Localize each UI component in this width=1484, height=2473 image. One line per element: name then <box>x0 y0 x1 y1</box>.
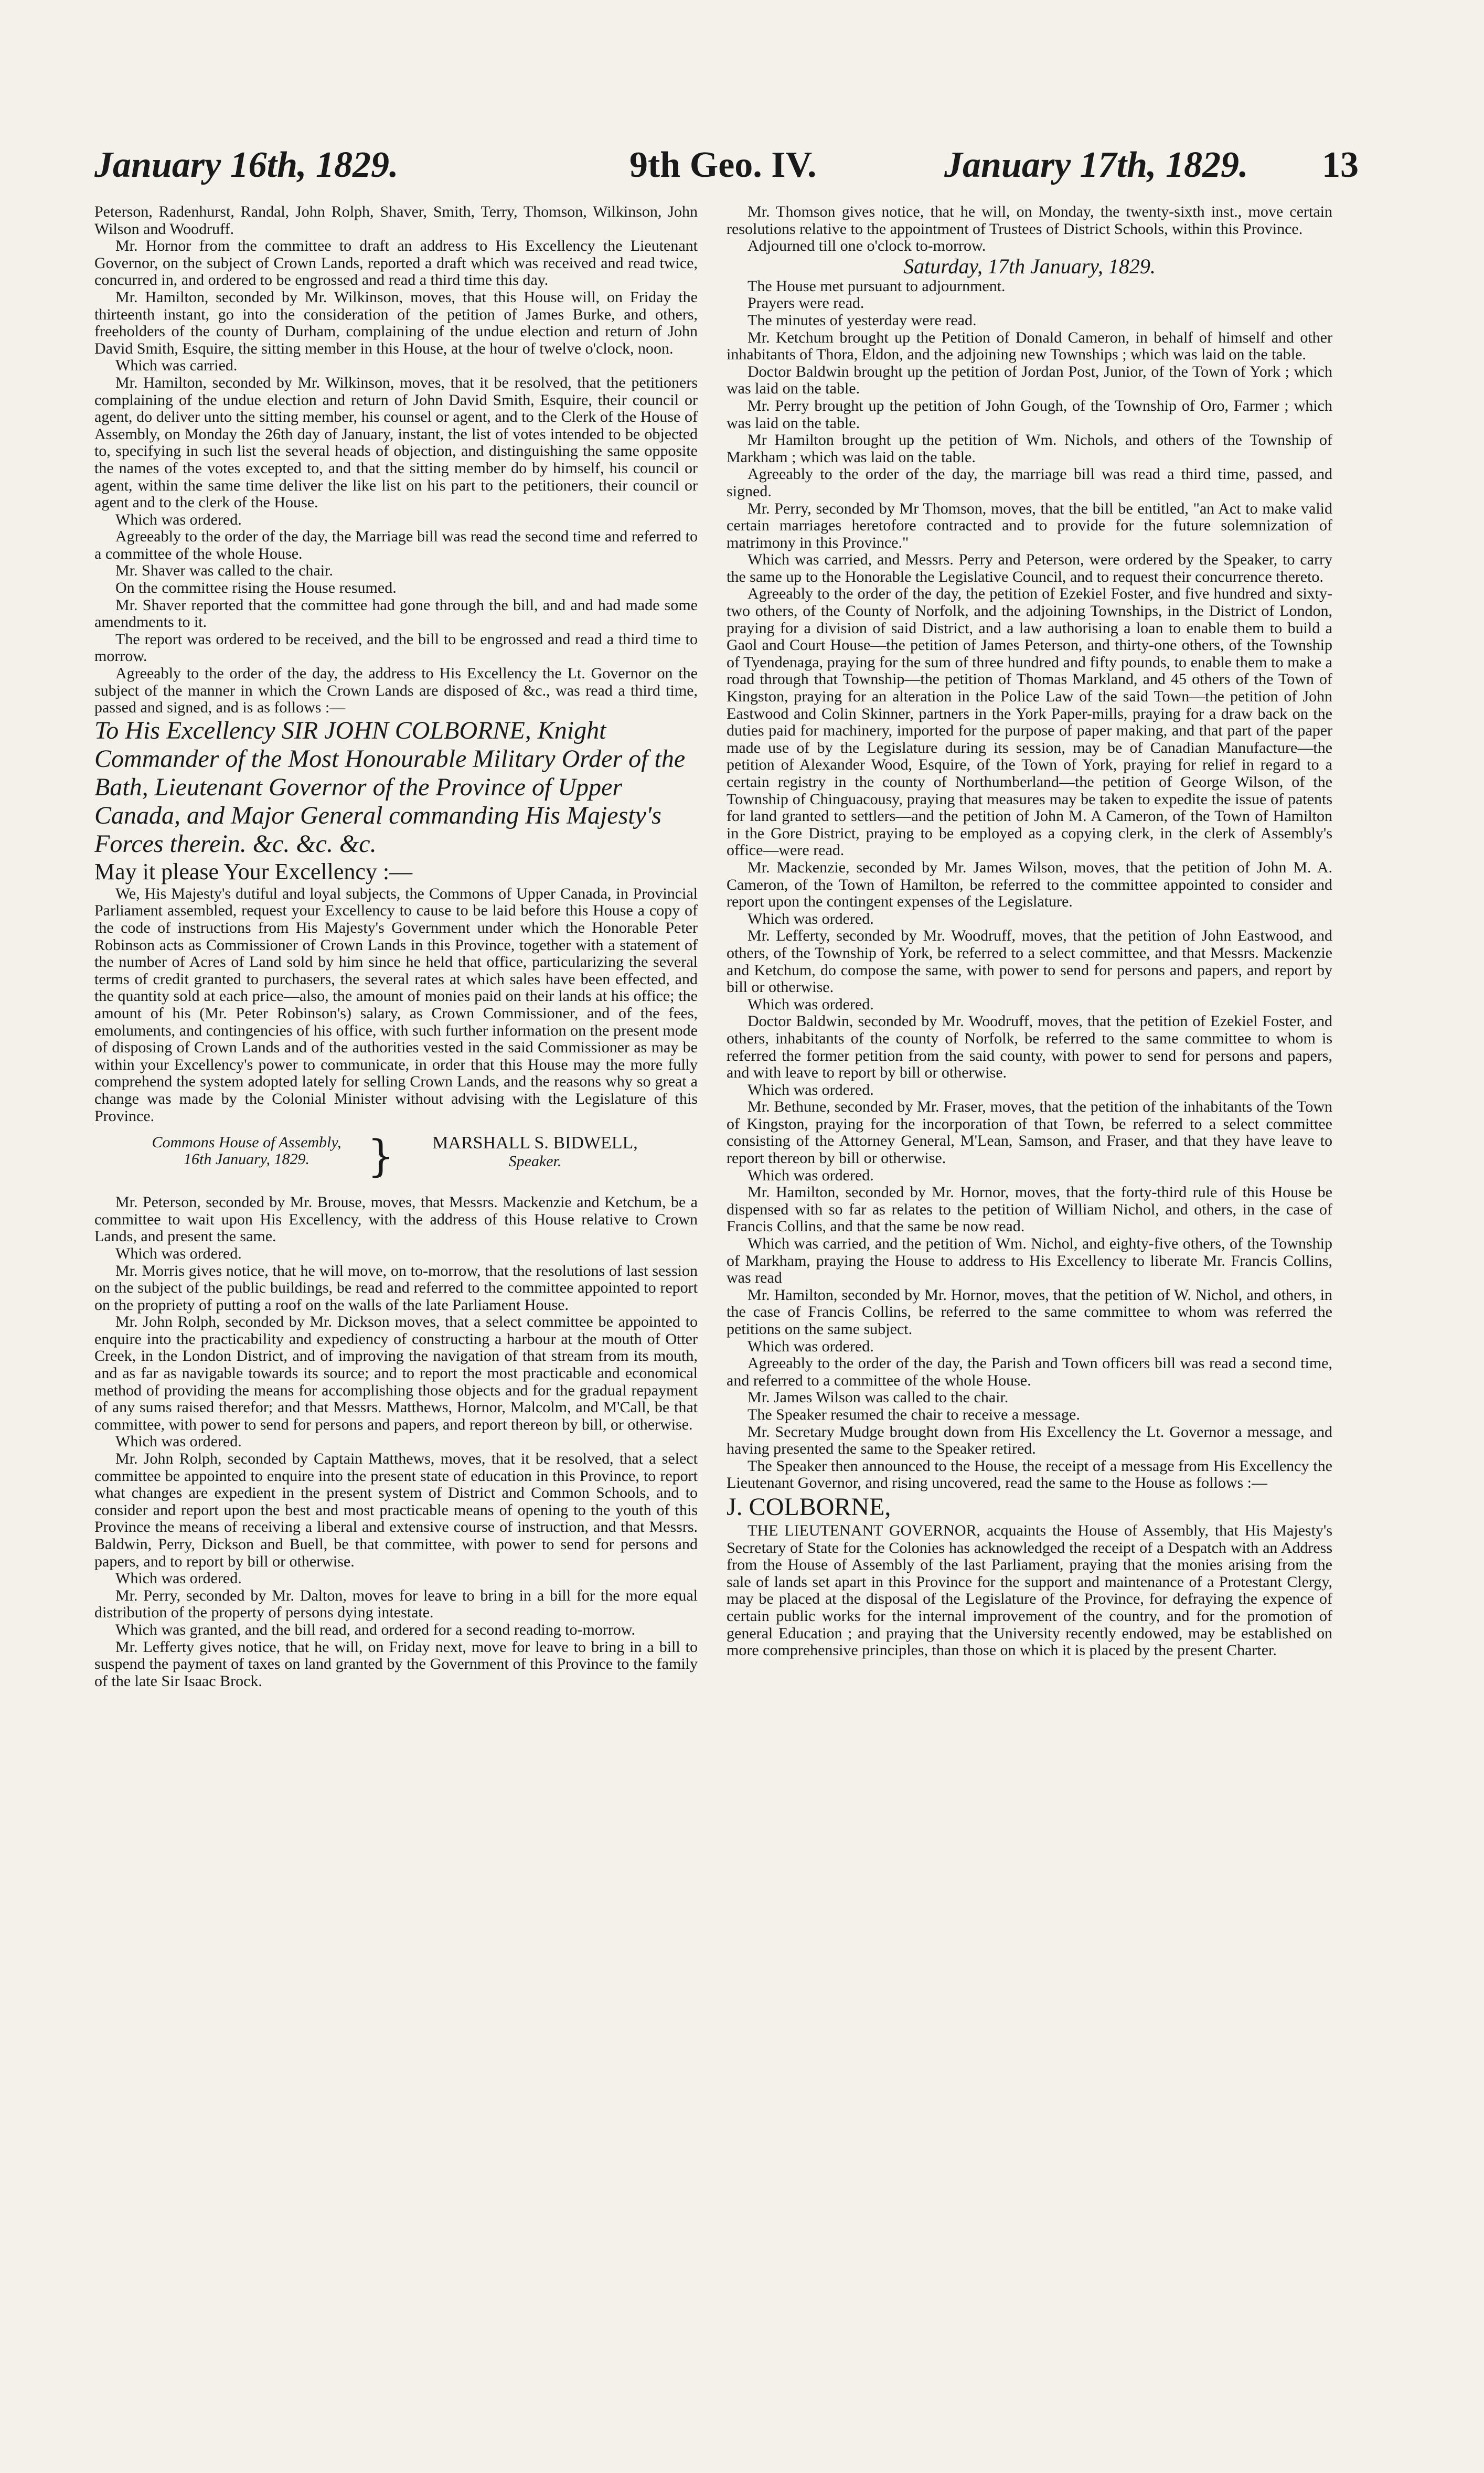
paragraph: Which was ordered. <box>748 1081 874 1099</box>
paragraph: Prayers were read. <box>748 294 864 312</box>
paragraph: Mr. John Rolph, seconded by Mr. Dickson moves, that a select committee be appointed to enquire into the practicability and expediency of constructing a harbour at the mouth of Otter Creek, in the London District, and of improving the navigation of that stream from its mouth, and as far as navigable towards its source; and to report the most practicable and economical method of providing the means for accomplishing those objects and for the gradual repayment of any sums raised therefor; and that Messrs. Matthews, Hornor, Malcolm, and M'Call, be that committee, with power to send for persons and papers, and report thereon by bill, or otherwise. <box>94 1313 698 1433</box>
left-column <box>94 204 698 2459</box>
paragraph: Mr. James Wilson was called to the chair. <box>748 1389 1009 1406</box>
paragraph: Which was carried, and the petition of Wm. Nichol, and eighty-five others, of the Township of Markham, praying the House to address to His Excellency to liberate Mr. Francis Collins, was read <box>727 1235 1332 1287</box>
page-number: 13 <box>1322 145 1359 185</box>
paragraph: Mr. Morris gives notice, that he will move, on to-morrow, that the resolutions of last session on the subject of the public buildings, be read and referred to the committee appointed to report on the propriety of putting a roof on the walls of the late Parliament House. <box>94 1262 698 1314</box>
paragraph: Mr Hamilton brought up the petition of Wm. Nichols, and others of the Township of Markham ; which was laid on the table. <box>727 431 1332 466</box>
paragraph: Mr. Thomson gives notice, that he will, on Monday, the twenty-sixth inst., move certain resolutions relative to the appointment of Trustees of District Schools, within this Province. <box>727 204 1332 238</box>
paragraph: Mr. Bethune, seconded by Mr. Fraser, moves, that the petition of the inhabitants of the Town of Kingston, praying for the incorporation of that Town, be referred to a select committee consisting of the Attorney General, M'Lean, Samson, and Fraser, and that they have leave to report thereon by bill or otherwise. <box>727 1098 1332 1167</box>
paragraph: Mr. Lefferty gives notice, that he will, on Friday next, move for leave to bring in a bill to suspend the payment of taxes on land granted by the Government of this Province to the family of the late Sir Isaac Brock. <box>94 1638 698 1690</box>
address-body: We, His Majesty's dutiful and loyal subjects, the Commons of Upper Canada, in Provincial Parliament assembled, request your Excellency to cause to be laid before this House a copy of the code of instructions from His Majesty's Government under which the Honorable Peter Robinson acts as Commissioner of Crown Lands in this Province, together with a statement of the number of Acres of Land sold by him since he held that office, particularizing the several terms of credit granted to purchasers, the several rates at which sales have been effected, and the quantity sold at each price—also, the amount of monies paid on their lands at his office; the amount of his (Mr. Peter Robinson's) salary, as Crown Commissioner, and of the fees, emoluments, and contingencies of his office, with such further information on the present mode of disposing of Crown Lands and of the authorities vested in the said Commissioner as may be within your Excellency's power to communicate, in order that this House may the more fully comprehend the system adopted lately for selling Crown Lands, and the reasons why so great a change was made by the Colonial Minister without advising with the Legislature of this Province. <box>94 884 698 1125</box>
paragraph: Which was carried, and Messrs. Perry and Peterson, were ordered by the Speaker, to carry the same up to the Honorable the Legislative Council, and to request their concurrence thereto. <box>727 551 1332 585</box>
paragraph: Mr. Hamilton, seconded by Mr. Hornor, moves, that the petition of W. Nichol, and others, in the case of Francis Collins, be referred to the same committee to whom was referred the petitions on the same subject. <box>727 1286 1332 1338</box>
address-salutation: May it please Your Excellency :— <box>94 858 413 884</box>
paragraph: Peterson, Radenhurst, Randal, John Rolph, Shaver, Smith, Terry, Thomson, Wilkinson, John Wilson and Woodruff. <box>94 204 698 238</box>
paragraph: Mr. Peterson, seconded by Mr. Brouse, moves, that Messrs. Mackenzie and Ketchum, be a committee to wait upon His Excellency, with the address of this House relative to Crown Lands, and present the same. <box>94 1193 698 1245</box>
paragraph: Which was granted, and the bill read, and ordered for a second reading to-morrow. <box>115 1621 636 1638</box>
message-signer-heading: J. COLBORNE, <box>727 1493 891 1521</box>
paragraph: Doctor Baldwin brought up the petition of Jordan Post, Junior, of the Town of York ; which was laid on the table. <box>727 363 1332 398</box>
paragraph: Adjourned till one o'clock to-morrow. <box>748 237 986 255</box>
paragraph: Mr. Perry, seconded by Mr. Dalton, moves for leave to bring in a bill for the more equal distribution of the property of persons dying intestate. <box>94 1586 698 1622</box>
paragraph: Mr. Shaver was called to the chair. <box>115 562 333 580</box>
page-header <box>94 142 1406 199</box>
paragraph: Mr. Lefferty, seconded by Mr. Woodruff, moves, that the petition of John Eastwood, and others, of the Township of York, be referred to a select committee, and that Messrs. Mackenzie and Ketchum, do compose the same, with power to send for persons and papers, and report by bill or otherwise. <box>727 927 1332 996</box>
paragraph: The Speaker resumed the chair to receive a message. <box>748 1405 1080 1423</box>
paragraph: The Speaker then announced to the House, the receipt of a message from His Excellency the Lieutenant Governor, and rising uncovered, read the same to the House as follows :— <box>727 1457 1332 1492</box>
paragraph: Agreeably to the order of the day, the Parish and Town officers bill was read a second time, and referred to a committee of the whole House. <box>727 1355 1332 1389</box>
paragraph: Mr. Perry brought up the petition of John Gough, of the Township of Oro, Farmer ; which was laid on the table. <box>727 397 1332 432</box>
paragraph: Which was ordered. <box>115 510 242 528</box>
signature-date: 16th January, 1829. <box>184 1150 309 1168</box>
signature-place-date <box>131 1134 362 1168</box>
paragraph: Which was ordered. <box>115 1570 242 1587</box>
paragraph: Mr. Shaver reported that the committee had gone through the bill, and and had made some amendments to it. <box>94 596 698 631</box>
message-body: THE LIEUTENANT GOVERNOR, acquaints the House of Assembly, that His Majesty's Secretary of State for the Colonies has acknowledged the receipt of a Despatch with an Address from the House of Assembly of the last Parliament, praying that the monies arising from the sale of lands set apart in this Province for the support and maintenance of a Protestant Clergy, may be placed at the disposal of the Legislature of the Province, for defraying the expence of certain public works for the internal improvement of the country, and for the promotion of general Education ; and praying that the University recently endowed, may be established on more comprehensive principles, than those on which it is placed by the present Charter. <box>727 1521 1332 1659</box>
paragraph: Mr. Mackenzie, seconded by Mr. James Wilson, moves, that the petition of John M. A. Cameron, of the Town of Hamilton, be referred to the committee appointed to consider and report upon the contingent expenses of the Legislature. <box>727 858 1332 911</box>
paragraph: Which was ordered. <box>748 995 874 1013</box>
paragraph: Mr. Hamilton, seconded by Mr. Wilkinson, moves, that this House will, on Friday the thirteenth instant, go into the consideration of the petition of James Burke, and others, freeholders of the county of Durham, complaining of the undue election and return of John David Smith, Esquire, the sitting member in this House, at the hour of twelve o'clock, noon. <box>94 288 698 357</box>
brace-glyph: } <box>367 1132 395 1182</box>
signature-name: MARSHALL S. BIDWELL, <box>432 1133 638 1153</box>
paragraph: Mr. Secretary Mudge brought down from His Excellency the Lt. Governor a message, and having presented the same to the Speaker retired. <box>727 1423 1332 1458</box>
paragraph: Mr. Ketchum brought up the Petition of Donald Cameron, in behalf of himself and other inhabitants of Thora, Eldon, and the adjoining new Townships ; which was laid on the table. <box>727 328 1332 364</box>
signature-house: Commons House of Assembly, <box>152 1134 341 1152</box>
paragraph: Mr. John Rolph, seconded by Captain Matthews, moves, that it be resolved, that a select committee be appointed to enquire into the present state of education in this Province, to report what changes are expedient in the present system of District and Common Schools, and to consider and report upon the best and most practicable means of opening to the youth of this Province the means of receiving a liberal and extensive course of instruction, and that Messrs. Baldwin, Perry, Dickson and Buell, be that committee, with power to send for persons and papers, and to report by bill or otherwise. <box>94 1450 698 1570</box>
address-heading: To His Excellency SIR JOHN COLBORNE, Knight Commander of the Most Honourable Military Order of the Bath, Lieutenant Governor of the Province of Upper Canada, and Major General commanding His Majesty's Forces therein. &c. &c. &c. <box>94 716 686 858</box>
paragraph: Which was ordered. <box>748 910 874 928</box>
paragraph: The minutes of yesterday were read. <box>748 311 977 329</box>
paragraph: Which was ordered. <box>115 1433 242 1451</box>
address-signature <box>94 1134 698 1185</box>
signature-signer <box>409 1134 661 1170</box>
paragraph: Doctor Baldwin, seconded by Mr. Woodruff, moves, that the petition of Ezekiel Foster, and others, inhabitants of the county of Norfolk, be referred to the same committee to whom is referred the former petition from the said county, with power to send for persons and papers, and with leave to report by bill or otherwise. <box>727 1012 1332 1082</box>
right-column <box>727 204 1332 2459</box>
paragraph: Agreeably to the order of the day, the petition of Ezekiel Foster, and five hundred and sixty-two others, of the County of Norfolk, and the adjoining Townships, in the District of London, praying for a division of said District, and a law authorising a loan to enable them to build a Gaol and Court House—the petition of James Peterson, and thirty-one others, of the Township of Tyendenaga, praying for the sum of three hundred and fifty pounds, to enable them to make a road through that Township—the petition of Thomas Markland, and 45 others of the Town of Kingston, praying for an alteration in the Police Law of the said Town—the petition of John Eastwood and Colin Skinner, partners in the York Paper-mills, praying for a draw back on the duties paid for machinery, imported for the purpose of paper making, and that part of the paper made use of by the Legislature during its session, may be of Canadian Manufacture—the petition of Alexander Wood, Esquire, of the Town of York, praying for relief in regard to a certain registry in the county of Northumberland—the petition of George Wilson, of the Township of Chinguacousy, praying that measures may be taken to expedite the issue of patents for land granted to settlers—and the petition of John M. A Cameron, of the Town of Hamilton in the Gore District, praying to be employed as a copying clerk, in the clerk of Assembly's office—were read. <box>727 585 1332 859</box>
paragraph: Agreeably to the order of the day, the Marriage bill was read the second time and referred to a committee of the whole House. <box>94 528 698 562</box>
paragraph: Mr. Perry, seconded by Mr Thomson, moves, that the bill be entitled, "an Act to make valid certain marriages heretofore contracted and to provide for the future solemnization of matrimony in this Province." <box>727 499 1332 551</box>
paragraph: Which was ordered. <box>115 1244 242 1262</box>
signature-title: Speaker. <box>508 1153 562 1170</box>
paragraph: Mr. Hamilton, seconded by Mr. Wilkinson, moves, that it be resolved, that the petitioners complaining of the undue election and return of John David Smith, Esquire, their council or agent, do deliver unto the sitting member, his counsel or agent, and to the Clerk of the House of Assembly, on Monday the 26th day of January, instant, the list of votes intended to be objected to, specifying in such list the several heads of objection, and distinguishing the same opposite the names of the votes excepted to, and that the sitting member do by himself, his council or agent, within the same time deliver the like list on his part to the petitioners, their council or agent and to the clerk of the House. <box>94 374 698 511</box>
header-right-date: January 17th, 1829. <box>944 145 1248 185</box>
paragraph: Which was ordered. <box>748 1337 874 1355</box>
paragraph: On the committee rising the House resumed. <box>115 579 397 597</box>
paragraph: The House met pursuant to adjournment. <box>748 277 1006 295</box>
section-date-heading: Saturday, 17th January, 1829. <box>903 254 1156 278</box>
header-left-date: January 16th, 1829. <box>94 145 399 185</box>
paragraph: Agreeably to the order of the day, the address to His Excellency the Lt. Governor on the subject of the manner in which the Crown Lands are disposed of &c., was read a third time, passed and signed, and is as follows :— <box>94 665 698 717</box>
paragraph: Mr. Hornor from the committee to draft an address to His Excellency the Lieutenant Governor, on the subject of Crown Lands, reported a draft which was received and read twice, concurred in, and ordered to be engrossed and read a third time this day. <box>94 237 698 289</box>
paragraph: Mr. Hamilton, seconded by Mr. Hornor, moves, that the forty-third rule of this House be dispensed with so far as relates to the petition of William Nichol, and others, in the case of Francis Collins, and that the same be now read. <box>727 1184 1332 1235</box>
paragraph: Which was ordered. <box>748 1166 874 1184</box>
paragraph: Which was carried. <box>115 357 238 375</box>
header-regnal-year: 9th Geo. IV. <box>629 145 817 185</box>
paragraph: Agreeably to the order of the day, the marriage bill was read a third time, passed, and signed. <box>727 465 1332 500</box>
paragraph: The report was ordered to be received, and the bill to be engrossed and read a third time to morrow. <box>94 630 698 665</box>
